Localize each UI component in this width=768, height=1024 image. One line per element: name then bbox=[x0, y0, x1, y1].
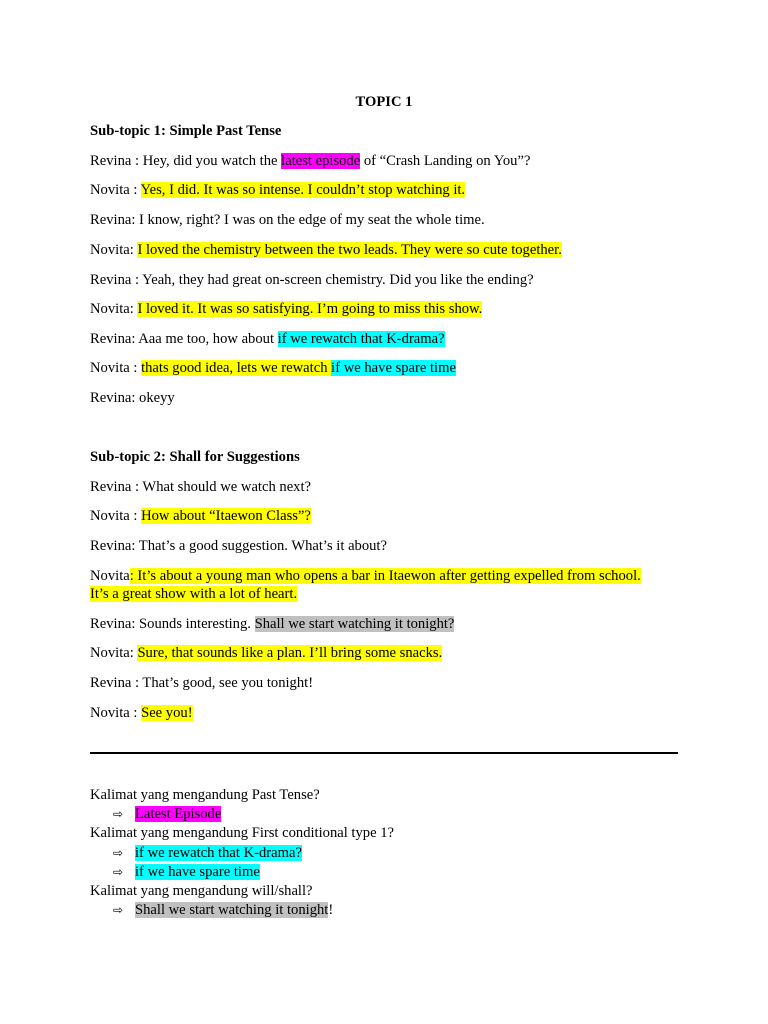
arrow-right-icon: ⇨ bbox=[113, 807, 124, 821]
document-title: TOPIC 1 bbox=[355, 94, 413, 110]
highlight-reply: It’s a great show with a lot of heart. bbox=[90, 586, 298, 602]
arrow-right-icon: ⇨ bbox=[113, 846, 124, 860]
dialogue-line: Novita: Sure, that sounds like a plan. I’ll bring some snacks. bbox=[90, 645, 443, 661]
summary-item: ⇨ Shall we start watching it tonight! bbox=[113, 902, 334, 918]
dialogue-line: Revina: Sounds interesting. Shall we start watching it tonight? bbox=[90, 616, 455, 632]
summary-item: ⇨ if we rewatch that K-drama? bbox=[113, 845, 302, 861]
highlight-reply: thats good idea, lets we rewatch bbox=[141, 360, 332, 376]
highlight-reply: Sure, that sounds like a plan. I’ll bring some snacks. bbox=[137, 645, 443, 661]
highlight-shall: Shall we start watching it tonight? bbox=[254, 616, 455, 632]
highlight-conditional: if we rewatch that K-drama? bbox=[277, 331, 445, 347]
summary-question-past-tense: Kalimat yang mengandung Past Tense? bbox=[90, 787, 320, 803]
highlight-reply: I loved it. It was so satisfying. I’m going to miss this show. bbox=[137, 301, 483, 317]
dialogue-line: Novita : How about “Itaewon Class”? bbox=[90, 508, 311, 524]
dialogue-line: Novita: It’s about a young man who opens a bar in Itaewon after getting expelled from school. bbox=[90, 568, 641, 584]
dialogue-line: Revina: I know, right? I was on the edge of my seat the whole time. bbox=[90, 212, 485, 228]
dialogue-line: Revina: okeyy bbox=[90, 390, 175, 406]
dialogue-line: Novita: I loved it. It was so satisfying. I’m going to miss this show. bbox=[90, 301, 483, 317]
dialogue-line-continued bbox=[90, 585, 297, 603]
dialogue-line: Revina : What should we watch next? bbox=[90, 479, 312, 495]
dialogue-line: Revina: That’s a good suggestion. What’s it about? bbox=[90, 538, 387, 554]
dialogue-line: Revina: Aaa me too, how about if we rewatch that K-drama? bbox=[90, 331, 445, 347]
highlight-conditional: if we have spare time bbox=[331, 360, 456, 376]
horizontal-divider bbox=[90, 752, 678, 754]
summary-question-shall: Kalimat yang mengandung will/shall? bbox=[90, 883, 313, 899]
summary-item: ⇨ if we have spare time bbox=[113, 864, 260, 880]
highlight-past-tense: latest episode bbox=[281, 153, 361, 169]
dialogue-line: Revina : Hey, did you watch the latest episode of “Crash Landing on You”? bbox=[90, 153, 531, 169]
highlight-reply: See you! bbox=[141, 705, 193, 721]
highlight-reply: : It’s about a young man who opens a bar in Itaewon after getting expelled from school. bbox=[129, 568, 641, 584]
dialogue-line: Novita : Yes, I did. It was so intense. I couldn’t stop watching it. bbox=[90, 182, 466, 198]
summary-item: ⇨ Latest Episode bbox=[113, 806, 222, 822]
dialogue-line: Novita : See you! bbox=[90, 705, 193, 721]
dialogue-line: Novita: I loved the chemistry between the two leads. They were so cute together. bbox=[90, 242, 562, 258]
dialogue-line: Revina : That’s good, see you tonight! bbox=[90, 675, 314, 691]
arrow-right-icon: ⇨ bbox=[113, 903, 124, 917]
arrow-right-icon: ⇨ bbox=[113, 865, 124, 879]
dialogue-line: Novita : thats good idea, lets we rewatch if we have spare time bbox=[90, 360, 456, 376]
dialogue-line: Revina : Yeah, they had great on-screen chemistry. Did you like the ending? bbox=[90, 272, 534, 288]
subtopic-1-heading: Sub-topic 1: Simple Past Tense bbox=[90, 123, 282, 139]
highlight-reply: I loved the chemistry between the two leads. They were so cute together. bbox=[137, 242, 562, 258]
summary-question-conditional: Kalimat yang mengandung First conditional type 1? bbox=[90, 825, 394, 841]
highlight-reply: Yes, I did. It was so intense. I couldn’t stop watching it. bbox=[140, 182, 466, 198]
subtopic-2-heading: Sub-topic 2: Shall for Suggestions bbox=[90, 449, 300, 465]
highlight-reply: How about “Itaewon Class”? bbox=[141, 508, 311, 524]
